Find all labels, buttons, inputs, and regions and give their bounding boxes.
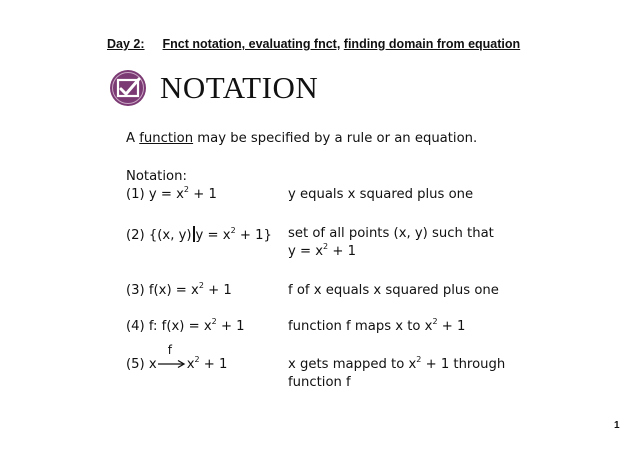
item-4-reading: function f maps x to $x^2 + 1$	[288, 316, 466, 334]
item-2-reading: set of all points (x, y) such that	[288, 226, 494, 241]
header-day: Day 2:	[107, 37, 145, 51]
item-3-reading: f of x equals x squared plus one	[288, 283, 499, 298]
item-5-expression: (5) x f $x^2 + 1$	[126, 343, 228, 372]
item-3-expression: (3) $f(x) = x^2 + 1$	[126, 280, 232, 298]
intro-sentence: A function may be specified by a rule or an equation.	[126, 131, 478, 146]
item-2-reading-cont: $y = x^2 + 1$	[288, 241, 356, 259]
notation-label: Notation:	[126, 169, 187, 184]
checkmark-logo-icon	[109, 69, 147, 107]
arrow-label: f	[167, 343, 172, 357]
item-5-reading-cont: function f	[288, 375, 351, 390]
maps-to-arrow-icon	[157, 343, 187, 370]
header-topic-2: finding domain from equation	[343, 37, 521, 51]
such-that-bar	[193, 226, 195, 242]
lesson-header	[107, 37, 520, 51]
item-2-expression: (2) {(x, y) $y = x^2 + 1$}	[126, 225, 272, 243]
page-title: NOTATION	[160, 70, 319, 105]
function-keyword: function	[139, 131, 194, 146]
header-topic-1: Fnct notation, evaluating fnct,	[162, 37, 341, 51]
item-1-expression: (1) $y = x^2 + 1$	[126, 184, 217, 202]
item-4-expression: (4) f: $f(x) = x^2 + 1$	[126, 316, 245, 334]
item-1-reading: y equals x squared plus one	[288, 187, 474, 202]
item-5-reading: x gets mapped to $x^2 + 1$ through	[288, 354, 506, 372]
page-number: 1	[614, 420, 620, 431]
